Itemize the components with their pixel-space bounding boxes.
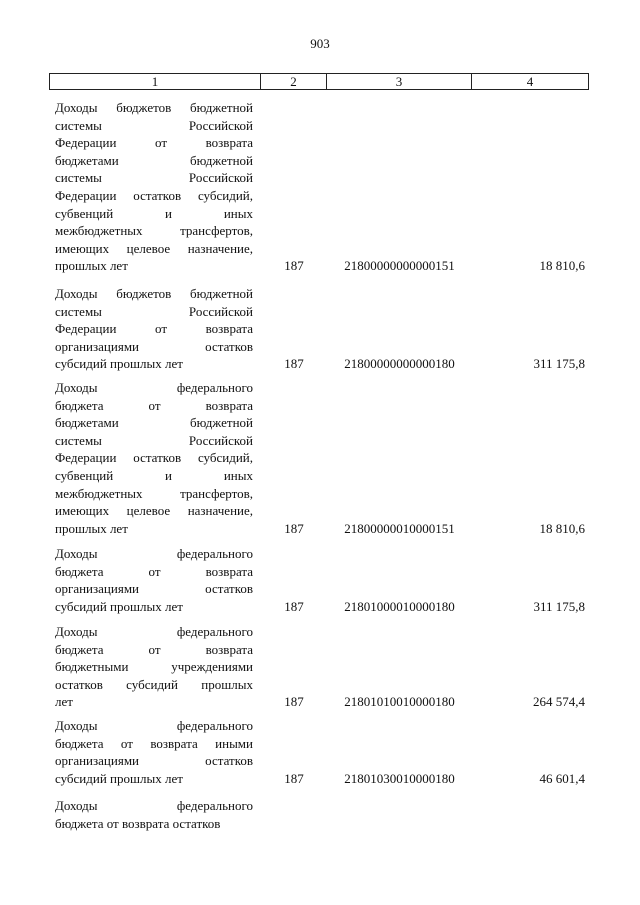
description-line: имеющих целевое назначение, bbox=[55, 503, 253, 519]
description-line: Доходы федерального bbox=[55, 798, 253, 813]
description-line: организациями остатков bbox=[55, 581, 253, 597]
row-amount: 264 574,4 bbox=[533, 694, 585, 710]
description-line: субвенций и иных bbox=[55, 205, 253, 221]
row-description bbox=[55, 623, 253, 711]
row-description bbox=[55, 99, 253, 275]
row-budget-code: 21800000010000151 bbox=[344, 520, 455, 536]
description-line: субсидий прошлых лет bbox=[55, 356, 183, 372]
row-description bbox=[55, 717, 253, 787]
description-line: Федерации от возврата bbox=[55, 321, 253, 337]
description-line: организациями остатков bbox=[55, 753, 253, 769]
description-line: системы Российской bbox=[55, 117, 253, 133]
description-line: Доходы федерального bbox=[55, 718, 253, 733]
description-line: бюджета от возврата остатков bbox=[55, 815, 221, 831]
description-line: межбюджетных трансфертов, bbox=[55, 485, 253, 501]
description-line: бюджетами бюджетной bbox=[55, 415, 253, 431]
description-line: бюджета от возврата bbox=[55, 641, 253, 657]
row-admin-code: 187 bbox=[284, 598, 304, 614]
row-admin-code: 187 bbox=[284, 770, 304, 786]
description-line: прошлых лет bbox=[55, 258, 128, 274]
description-line: Федерации от возврата bbox=[55, 135, 253, 151]
description-line: Федерации остатков субсидий, bbox=[55, 187, 253, 203]
row-amount: 311 175,8 bbox=[533, 598, 585, 614]
column-header-row bbox=[49, 73, 589, 90]
description-line: бюджета от возврата bbox=[55, 563, 253, 579]
row-budget-code: 21801010010000180 bbox=[344, 694, 455, 710]
description-line: Доходы бюджетов бюджетной bbox=[55, 286, 253, 301]
page-number: 903 bbox=[310, 36, 330, 51]
description-line: межбюджетных трансфертов, bbox=[55, 223, 253, 239]
row-description bbox=[55, 545, 253, 615]
row-admin-code: 187 bbox=[284, 356, 304, 372]
description-line: остатков субсидий прошлых bbox=[55, 676, 253, 692]
row-description bbox=[55, 285, 253, 373]
row-amount: 18 810,6 bbox=[539, 520, 585, 536]
description-line: Доходы федерального bbox=[55, 624, 253, 639]
description-line: бюджетами бюджетной bbox=[55, 152, 253, 168]
description-line: субвенций и иных bbox=[55, 467, 253, 483]
column-header-2: 2 bbox=[261, 74, 327, 90]
description-line: бюджетными учреждениями bbox=[55, 659, 253, 675]
description-line: системы Российской bbox=[55, 432, 253, 448]
column-header-4: 4 bbox=[472, 74, 589, 90]
row-budget-code: 21800000000000180 bbox=[344, 356, 455, 372]
row-amount: 46 601,4 bbox=[539, 770, 585, 786]
description-line: прошлых лет bbox=[55, 520, 128, 536]
row-admin-code: 187 bbox=[284, 520, 304, 536]
description-line: Доходы федерального bbox=[55, 380, 253, 395]
description-line: лет bbox=[55, 694, 73, 710]
row-budget-code: 21801030010000180 bbox=[344, 770, 455, 786]
row-admin-code: 187 bbox=[284, 258, 304, 274]
column-header-3: 3 bbox=[327, 74, 472, 90]
row-description bbox=[55, 797, 253, 832]
description-line: бюджета от возврата bbox=[55, 397, 253, 413]
row-budget-code: 21801000010000180 bbox=[344, 598, 455, 614]
description-line: системы Российской bbox=[55, 170, 253, 186]
description-line: организациями остатков bbox=[55, 338, 253, 354]
description-line: субсидий прошлых лет bbox=[55, 598, 183, 614]
description-line: бюджета от возврата иными bbox=[55, 735, 253, 751]
description-line: системы Российской bbox=[55, 303, 253, 319]
row-amount: 311 175,8 bbox=[533, 356, 585, 372]
row-amount: 18 810,6 bbox=[539, 258, 585, 274]
column-header-1: 1 bbox=[50, 74, 261, 90]
description-line: Доходы бюджетов бюджетной bbox=[55, 100, 253, 115]
row-description bbox=[55, 379, 253, 537]
description-line: имеющих целевое назначение, bbox=[55, 240, 253, 256]
row-admin-code: 187 bbox=[284, 694, 304, 710]
description-line: Федерации остатков субсидий, bbox=[55, 450, 253, 466]
description-line: субсидий прошлых лет bbox=[55, 770, 183, 786]
description-line: Доходы федерального bbox=[55, 546, 253, 561]
row-budget-code: 21800000000000151 bbox=[344, 258, 455, 274]
